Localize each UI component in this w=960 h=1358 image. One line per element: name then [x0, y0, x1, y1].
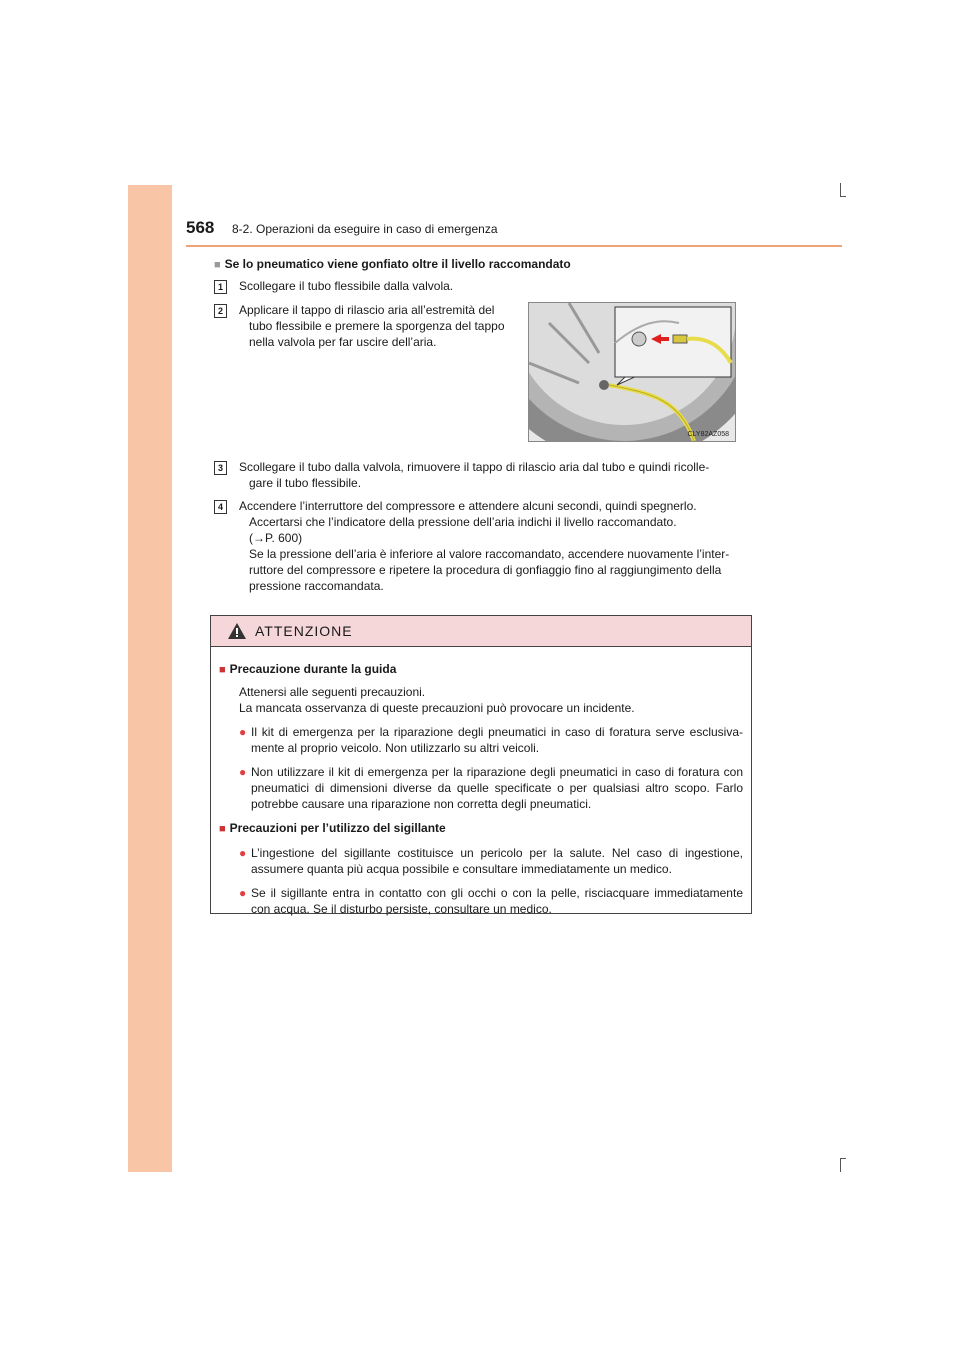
round-bullet-icon: ●	[239, 765, 247, 779]
warning-intro	[239, 684, 743, 716]
step-number-4: 4	[214, 500, 227, 514]
warning-heading-2	[219, 820, 743, 837]
step-number-1: 1	[214, 280, 227, 294]
warning-heading-1	[219, 661, 743, 678]
step-number-3: 3	[214, 461, 227, 475]
step-4-line: pressione raccomandata.	[249, 579, 384, 593]
step-2-line: Applicare il tappo di rilascio aria all’estremità del	[239, 303, 495, 317]
warning-bullet	[239, 724, 743, 756]
warning-heading-text: Precauzione durante la guida	[229, 662, 397, 676]
round-bullet-icon: ●	[239, 846, 247, 860]
warning-title: ATTENZIONE	[255, 623, 353, 639]
square-bullet-icon: ■	[219, 664, 226, 676]
step-4-line: Accendere l’interruttore del compressore e attendere alcuni secondi, quindi spegnerlo.	[239, 499, 697, 513]
round-bullet-icon: ●	[239, 886, 247, 900]
warning-bullet	[239, 845, 743, 877]
warning-box	[210, 615, 752, 914]
round-bullet-icon: ●	[239, 725, 247, 739]
step-1-line: Scollegare il tubo flessibile dalla valvola.	[239, 279, 454, 293]
step-4-line: Se la pressione dell’aria è inferiore al valore raccomandato, accendere nuovamente l’inter-	[249, 547, 730, 561]
section-title: 8-2. Operazioni da eseguire in caso di emergenza	[232, 222, 498, 236]
step-4-line: ruttore del compressore e ripetere la procedura di gonfiaggio fino al raggiungimento della	[249, 563, 722, 577]
warning-bullet-text: L’ingestione del sigillante costituisce un pericolo per la salute. Nel caso di ingestione, assumere quanta più acqua possibile e consultare immediatamente un medico.	[251, 846, 743, 876]
crop-mark-top-tick	[840, 196, 846, 197]
step-2-line: nella valvola per far uscire dell’aria.	[249, 335, 437, 349]
warning-intro-line: Attenersi alle seguenti precauzioni.	[239, 685, 426, 699]
subsection-heading	[214, 257, 571, 271]
warning-body	[211, 647, 751, 917]
warning-heading-text: Precauzioni per l’utilizzo del sigillante	[229, 821, 446, 835]
warning-bullet-text: Il kit di emergenza per la riparazione degli pneumatici in caso di foratura serve esclusiva-mente al proprio veicolo. Non utilizzarlo su altri veicoli.	[251, 725, 743, 755]
step-3-line: gare il tubo flessibile.	[249, 476, 362, 490]
step-1-text	[239, 278, 453, 294]
chapter-sidebar-tab	[128, 185, 172, 1172]
crop-mark-bottom	[840, 1158, 841, 1172]
warning-bullet-text: Se il sigillante entra in contatto con gli occhi o con la pelle, risciacquare immediatamente con acqua. Se il disturbo persiste, consultare un medico.	[251, 886, 743, 916]
step-4-line: Accertarsi che l’indicatore della pressione dell’aria indichi il livello raccomandato.	[249, 515, 677, 529]
page-reference-link[interactable]: (→P. 600)	[249, 531, 303, 545]
subsection-title: Se lo pneumatico viene gonfiato oltre il livello raccomandato	[224, 257, 571, 271]
step-3-text	[239, 459, 743, 491]
crop-mark-bottom-tick	[840, 1158, 846, 1159]
figure-code: CLY82AZ058	[687, 431, 729, 438]
step-2-line: tubo flessibile e premere la sporgenza del tappo	[249, 319, 505, 333]
step-4-text	[239, 498, 743, 594]
warning-bullet	[239, 764, 743, 812]
tire-illustration-graphic	[529, 303, 735, 441]
page-number: 568	[186, 218, 215, 237]
warning-header	[211, 616, 751, 647]
warning-bullet-text: Non utilizzare il kit di emergenza per la riparazione degli pneumatici in caso di foratura con pneumatici di dimensioni diverse da quelle specificate o per qualsiasi altro scopo. Farlo potrebbe causare una riparazione non corretta degli pneumatici.	[251, 765, 743, 811]
step-number-2: 2	[214, 304, 227, 318]
warning-bullet	[239, 885, 743, 917]
square-bullet-icon: ■	[214, 259, 221, 271]
crop-mark-top	[840, 183, 841, 197]
step-3-line: Scollegare il tubo dalla valvola, rimuovere il tappo di rilascio aria dal tubo e quindi ricolle-	[239, 460, 710, 474]
warning-intro-line: La mancata osservanza di queste precauzioni può provocare un incidente.	[239, 701, 635, 715]
square-bullet-icon: ■	[219, 823, 226, 835]
tire-valve-illustration	[528, 302, 736, 442]
step-2-text	[239, 302, 511, 350]
header-rule	[186, 245, 842, 247]
warning-triangle-icon	[227, 622, 247, 640]
